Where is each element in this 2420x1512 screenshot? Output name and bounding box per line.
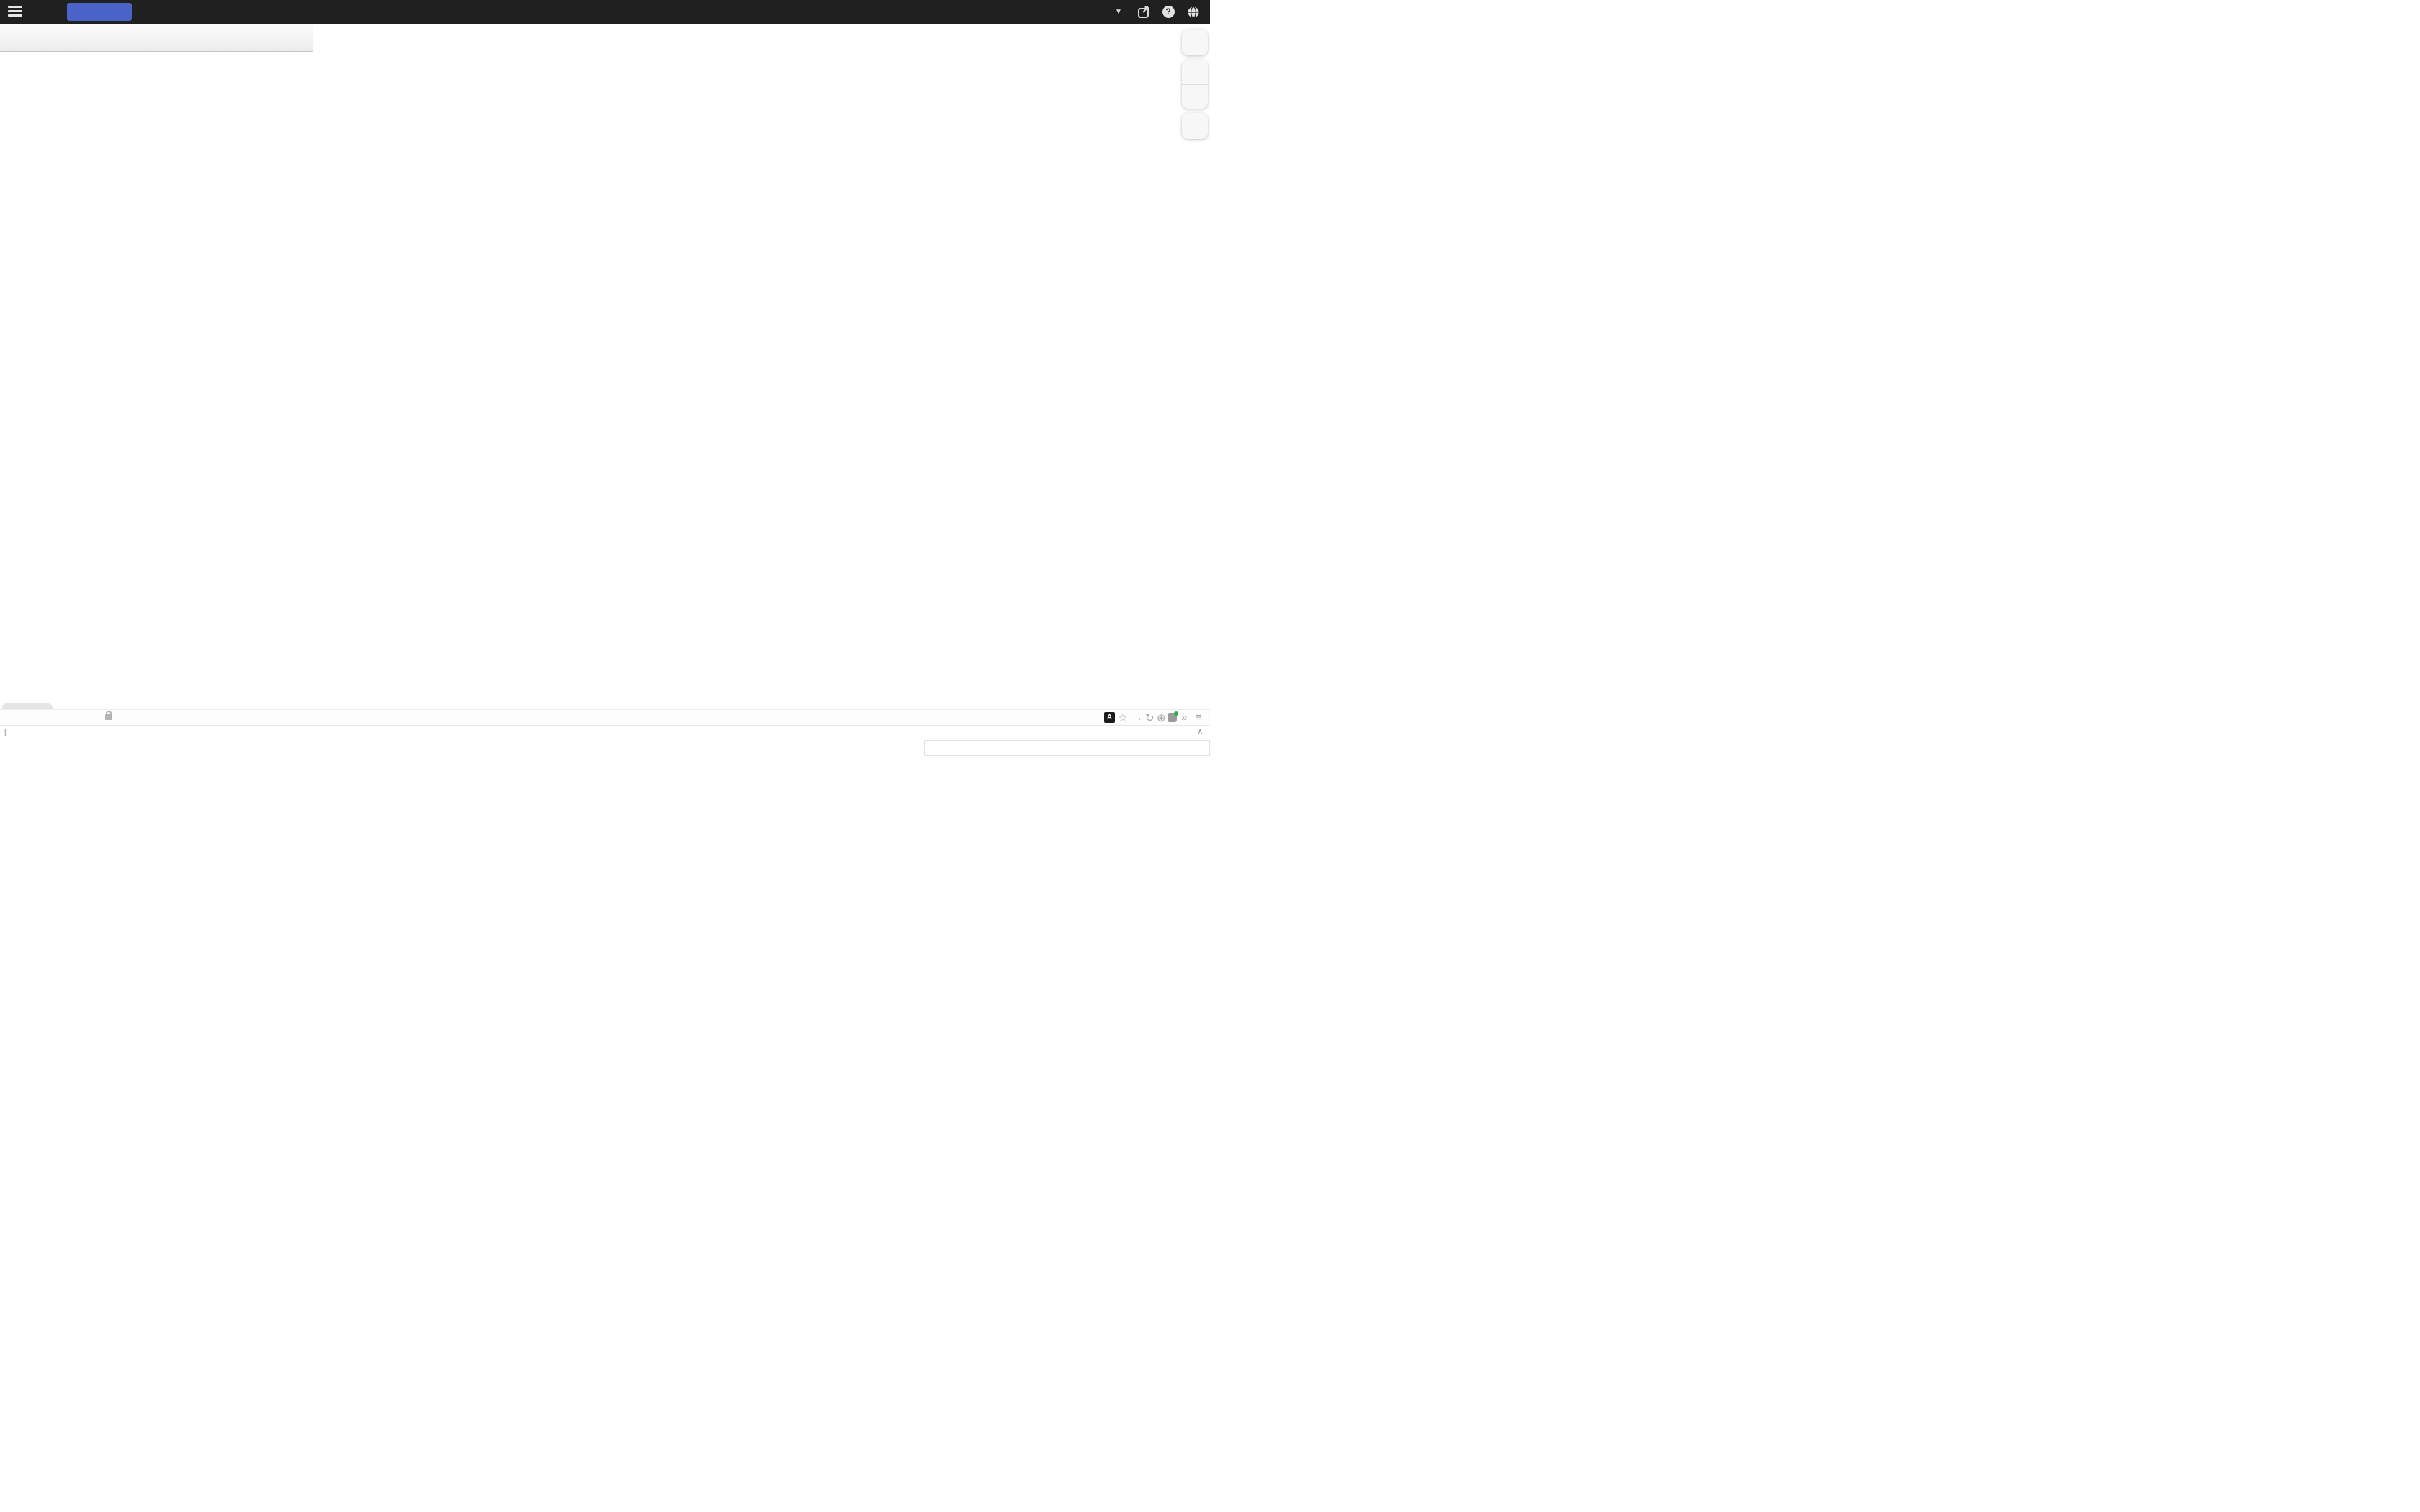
zoom-out-button[interactable]: [1182, 85, 1208, 109]
chevron-up-icon[interactable]: ∧: [1197, 726, 1204, 737]
zoom-in-button[interactable]: [1182, 60, 1208, 85]
home-view-button[interactable]: [1182, 113, 1208, 139]
caret-down-icon[interactable]: ▼: [1115, 8, 1122, 16]
save-copy-button[interactable]: [67, 3, 132, 21]
browser-tab-strip: [0, 726, 1210, 739]
tray-sparklines: [1000, 741, 1209, 756]
favicons: [0, 726, 1210, 739]
chevrons-icon[interactable]: »: [1181, 711, 1188, 724]
redo-button[interactable]: [145, 24, 167, 51]
nav-left-icons: [0, 710, 122, 726]
browser-nav-bar: [0, 709, 1210, 726]
undo-button[interactable]: [121, 24, 143, 51]
desmos-window: [0, 0, 1210, 756]
add-expression-button[interactable]: [4, 24, 26, 51]
edit-list-gear-button[interactable]: [261, 24, 282, 51]
forward-icon[interactable]: →: [1132, 711, 1143, 724]
desktop-icon-row: [0, 739, 1210, 756]
globe-icon[interactable]: ⊕: [1157, 712, 1166, 724]
translate-icon[interactable]: A: [1104, 712, 1115, 723]
menu-icon[interactable]: ≡: [1196, 711, 1202, 724]
pause-icon[interactable]: ‖: [3, 727, 7, 738]
reload-icon[interactable]: ↻: [1145, 712, 1155, 724]
help-icon[interactable]: ?: [1161, 0, 1175, 24]
lock-icon[interactable]: [105, 714, 112, 720]
globe-icon[interactable]: [1186, 0, 1201, 24]
hamburger-menu-icon[interactable]: [8, 6, 22, 17]
expression-toolbar: [0, 24, 313, 52]
extension-icon[interactable]: [1168, 713, 1177, 722]
graph-settings-wrench-button[interactable]: [1182, 30, 1208, 55]
share-icon[interactable]: [1137, 0, 1151, 24]
star-icon[interactable]: ☆: [1118, 712, 1128, 724]
desktop-tiles: [0, 739, 288, 756]
zoom-controls: [1182, 60, 1208, 109]
collapse-panel-button[interactable]: [287, 24, 307, 51]
desmos-header: [0, 0, 1210, 24]
system-tray: [924, 740, 1210, 756]
expression-panel: [0, 24, 313, 756]
graph-paper[interactable]: [313, 24, 1210, 708]
